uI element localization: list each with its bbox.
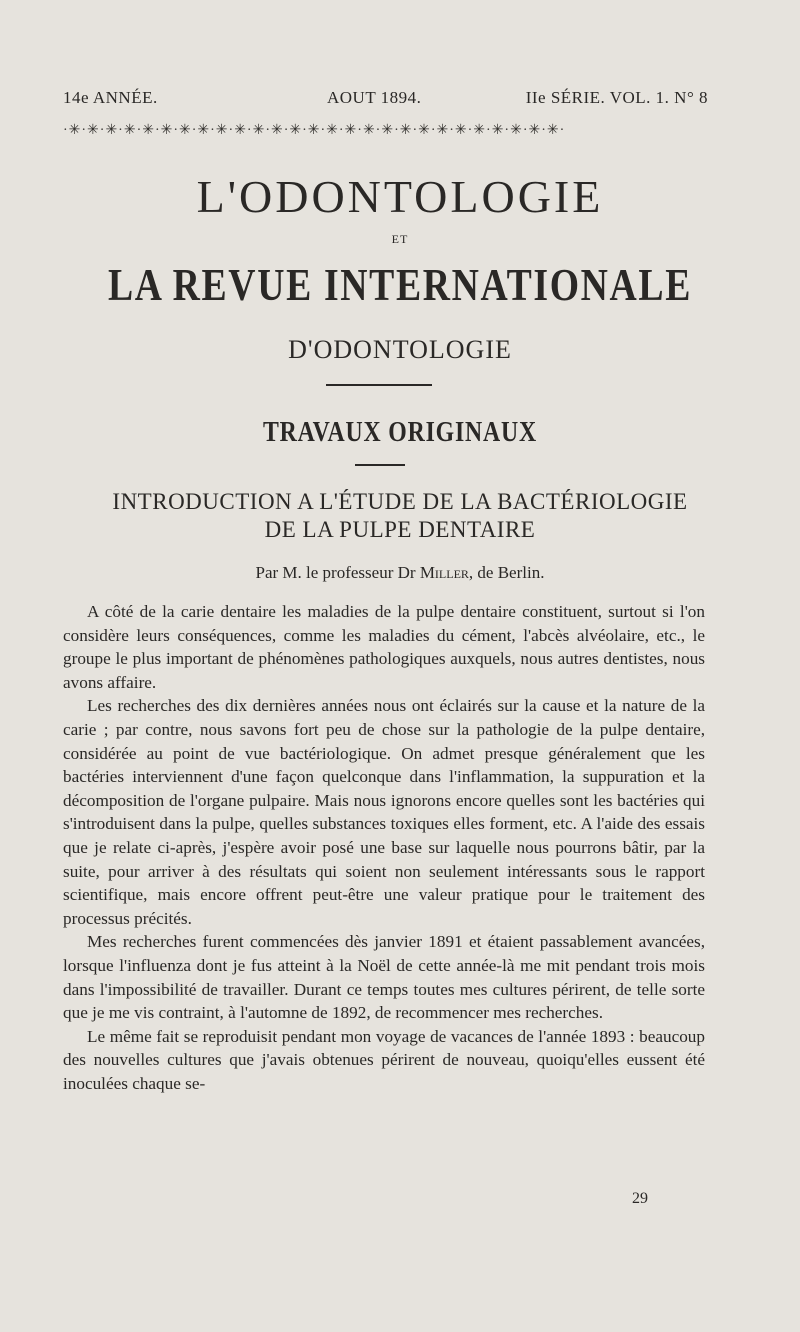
paragraph: Les recherches des dix dernières années nous ont éclairés sur la cause et la nature de la carie ; par contre, nous savons fort peu de chose sur la pathologie de la pulpe dentaire, considérée au point de vue bactériologique. On admet presque généralement que les bactéries interviennent d'une façon quelconque dans l'inflammation, la suppuration et la décomposition de l'organe pulpaire. Mais nous ignorons encore quelles sont les bactéries qui s'introduisent dans la pulpe, quelles substances toxiques elles forment, etc. A l'aide des essais que je relate ci-après, j'espère avoir posé une base sur laquelle nous pourrons bâtir, par la suite, pour arriver à des résultats qui soient non seulement intéressants sous le rapport scientifique, mais encore offrent peut-être une valeur pratique pour le traitement des processus précités.	[63, 696, 705, 928]
journal-title-line3: D'ODONTOLOGIE	[288, 335, 512, 364]
paragraph: Le même fait se reproduisit pendant mon voyage de vacances de l'année 1893 : beaucoup des nouvelles cultures que j'avais obtenues périrent de nouveau, quoiqu'elles eussent été inoculées chaque se-	[63, 1026, 705, 1093]
header-series: IIe SÉRIE. VOL. 1. N° 8	[525, 88, 708, 107]
journal-title-line1: L'ODONTOLOGIE	[196, 171, 604, 222]
section-divider	[355, 464, 405, 466]
article-title-line2: DE LA PULPE DENTAIRE	[264, 517, 536, 542]
journal-title-conjunction: ET	[391, 232, 409, 246]
author-name: Miller	[419, 563, 469, 582]
ornamental-border: ·✳·✳·✳·✳·✳·✳·✳·✳·✳·✳·✳·✳·✳·✳·✳·✳·✳·✳·✳·✳·✳·✳·✳·✳·✳·✳·✳·	[63, 123, 566, 138]
byline-prefix: Par M. le professeur Dr	[255, 563, 416, 582]
article-byline	[0, 563, 800, 583]
running-header	[63, 88, 708, 114]
header-year: 14e ANNÉE.	[63, 88, 158, 107]
section-heading: TRAVAUX ORIGINAUX	[262, 416, 538, 448]
byline-suffix: , de Berlin.	[468, 563, 545, 582]
journal-title-line2: LA REVUE INTERNATIONALE	[107, 259, 693, 310]
paragraph: Mes recherches furent commencées dès janvier 1891 et étaient passablement avancées, lorsque l'influenza dont je fus atteint à la Noël de cette année-là me mit pendant trois mois dans l'impossibilité de travailler. Durant ce temps toutes mes cultures périrent, de telle sorte que je me vis contraint, à l'automne de 1892, de recommencer mes recherches.	[63, 932, 705, 1023]
paragraph: A côté de la carie dentaire les maladies de la pulpe dentaire constituent, surtout si l'on considère leurs conséquences, comme les maladies du cément, l'abcès alvéolaire, etc., le groupe le plus important de phénomènes pathologiques auxquels, nous autres dentistes, nous avons affaire.	[63, 602, 705, 692]
article-title-line1: INTRODUCTION A L'ÉTUDE DE LA BACTÉRIOLOGIE	[112, 489, 688, 514]
article-title	[0, 488, 800, 544]
article-body	[63, 600, 705, 1095]
header-date: AOUT 1894.	[327, 88, 422, 107]
title-divider	[326, 384, 432, 386]
page-number: 29	[632, 1190, 648, 1207]
